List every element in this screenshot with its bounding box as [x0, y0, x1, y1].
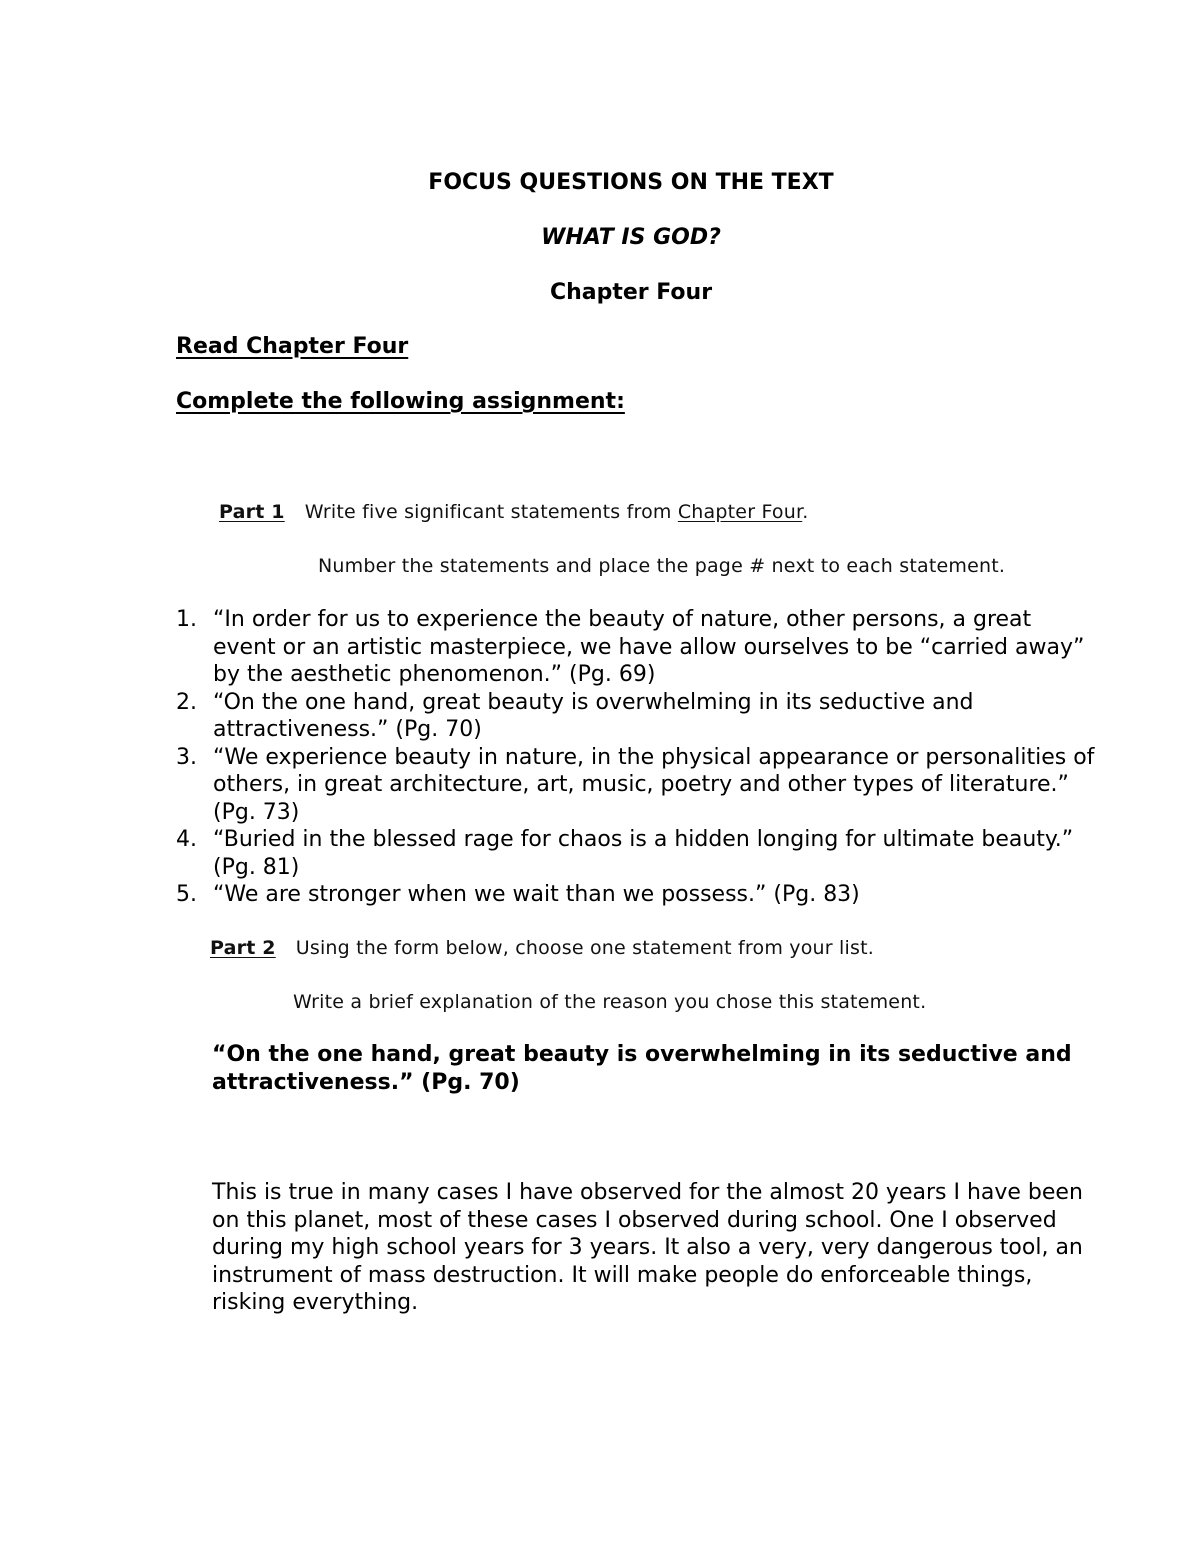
chapter-heading: Chapter Four — [549, 280, 713, 305]
part-2-label: Part 2 — [210, 937, 276, 959]
list-item — [176, 606, 1096, 689]
part-1-subinstruction: Number the statements and place the page # next to each statement. — [318, 555, 1006, 577]
document-subtitle: WHAT IS GOD? — [541, 225, 721, 250]
list-item-text: “Buried in the blessed rage for chaos is a hidden longing for ultimate beauty.” (Pg. 81) — [213, 827, 1074, 880]
complete-instruction: Complete the following assignment: — [176, 389, 625, 414]
explanation-paragraph: This is true in many cases I have observed for the almost 20 years I have been on this planet, most of these cases I observed during school. One I observed during my high school years for 3 years. It also a very, very dangerous tool, an instrument of mass destruction. It will make people do enforceable things, risking everything. — [212, 1180, 1083, 1315]
chosen-statement: “On the one hand, great beauty is overwhelming in its seductive and attractiveness.” (Pg. 70) — [212, 1042, 1072, 1095]
list-item-number: 3. — [176, 744, 197, 770]
list-item-number: 2. — [176, 689, 197, 715]
list-item — [176, 881, 1096, 909]
document-title: FOCUS QUESTIONS ON THE TEXT — [428, 170, 834, 195]
list-item-number: 5. — [176, 882, 197, 907]
list-item-text: “On the one hand, great beauty is overwhelming in its seductive and attractiveness.” (Pg. 70) — [213, 689, 974, 742]
list-item-number: 4. — [176, 827, 197, 852]
list-item — [176, 744, 1096, 827]
list-item-number: 1. — [176, 607, 197, 632]
list-item-text: “We experience beauty in nature, in the physical appearance or personalities of others, in great architecture, art, music, poetry and other types of literature.” (Pg. 73) — [213, 744, 1095, 825]
statements-list — [176, 606, 1096, 909]
part-1-chapter-ref: Chapter Four — [677, 501, 803, 523]
part-2-subinstruction: Write a brief explanation of the reason you chose this statement. — [293, 991, 927, 1013]
part-2-instruction — [210, 937, 874, 959]
list-item-text: “We are stronger when we wait than we possess.” (Pg. 83) — [213, 882, 860, 907]
list-item — [176, 826, 1096, 881]
part-1-text: Write five significant statements from — [304, 501, 678, 523]
read-instruction: Read Chapter Four — [176, 334, 409, 359]
part-1-period: . — [802, 501, 809, 523]
list-item — [176, 689, 1096, 744]
part-2-text: Using the form below, choose one statement from your list. — [295, 937, 874, 959]
list-item-text: “In order for us to experience the beauty of nature, other persons, a great event or an artistic masterpiece, we have allow ourselves to be “carried away” by the aesthetic phenomenon.” (Pg. 69) — [213, 607, 1085, 687]
part-1-label: Part 1 — [219, 501, 285, 523]
part-1-instruction — [219, 501, 808, 523]
